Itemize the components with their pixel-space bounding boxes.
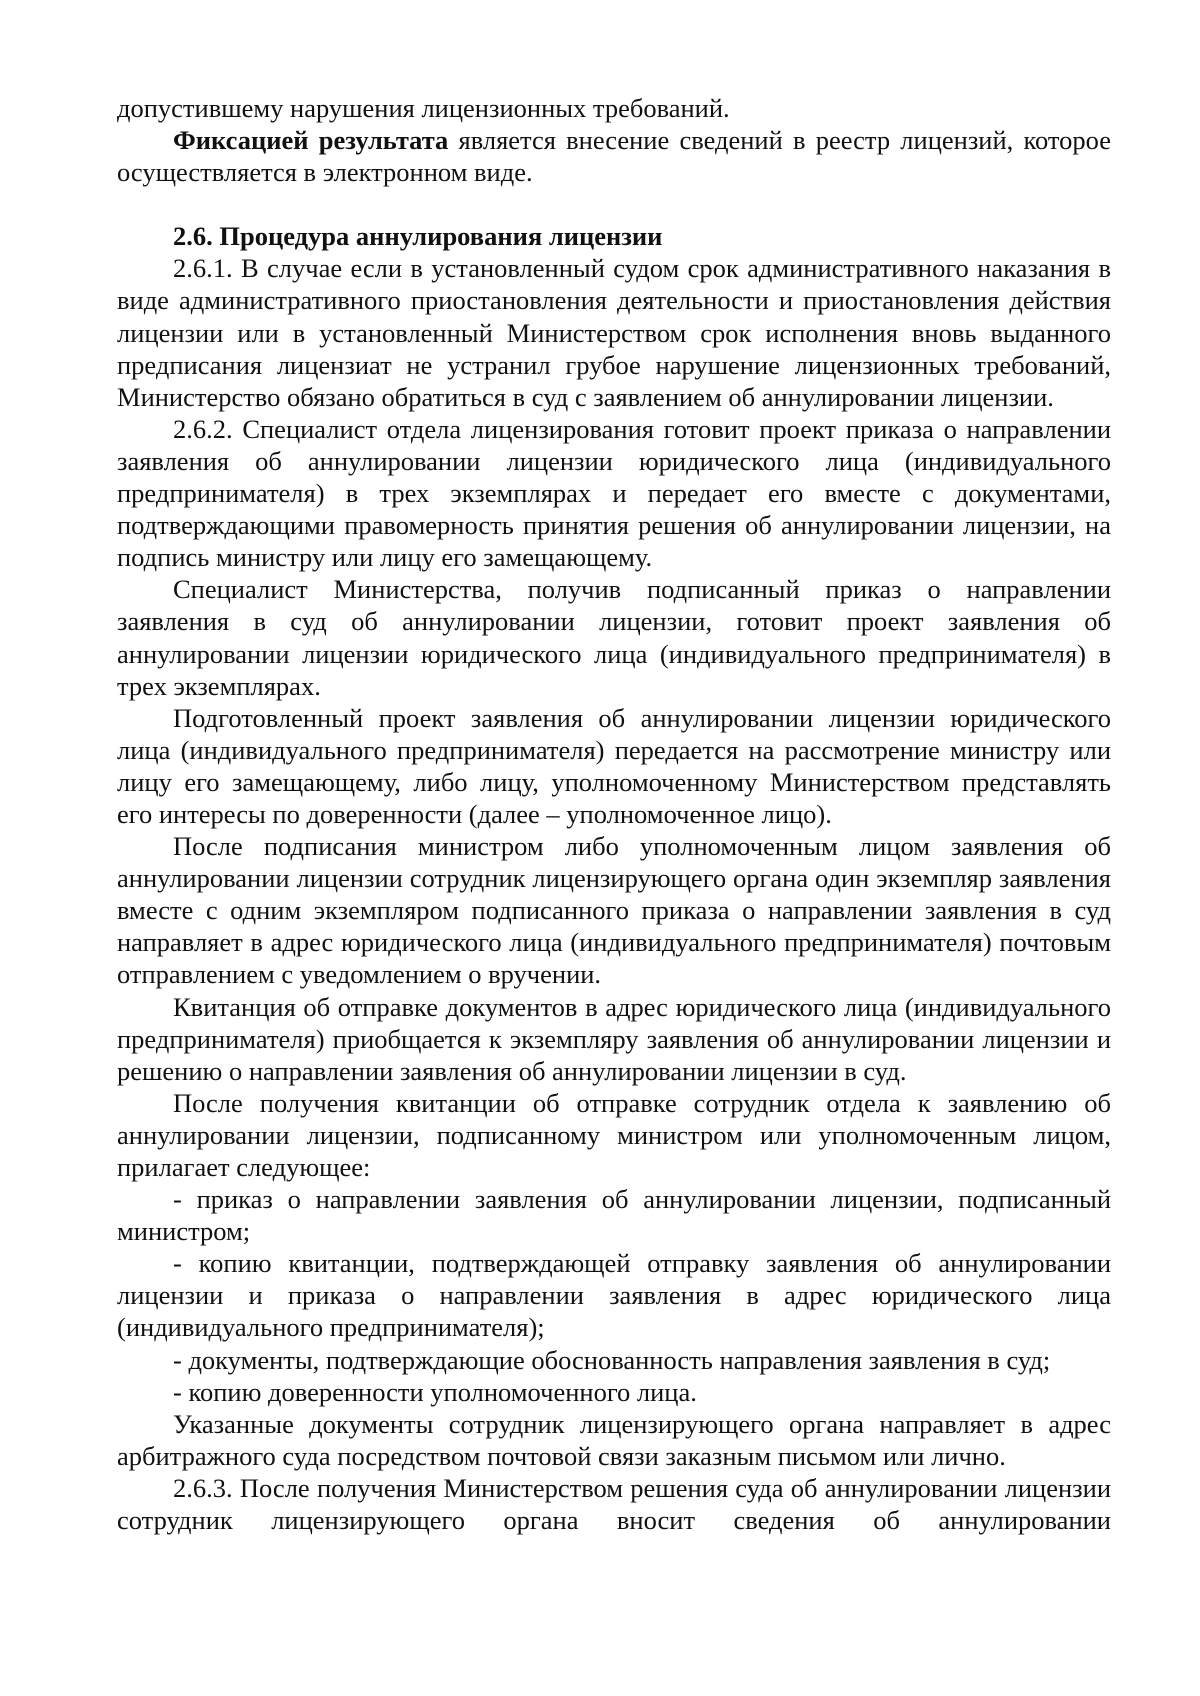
bold-term: Фиксацией результата [173, 125, 449, 156]
list-item: - приказ о направлении заявления об аннулировании лицензии, подписанный министром; [117, 1184, 1111, 1247]
paragraph-after-signing: После подписания министром либо уполномоченным лицом заявления об аннулировании лицензии сотрудник лицензирующего органа один экземпляр заявления вместе с одним экземпляром подписанного приказа о направлении заявления в суд направляет в адрес юридического лица (индивидуального предпринимателя) почтовым отправлением с уведомлением о вручении. [117, 831, 1111, 990]
paragraph-after-receipt: После получения квитанции об отправке сотрудник отдела к заявлению об аннулировании лицензии, подписанному министром или уполномоченным лицом, прилагает следующее: [117, 1087, 1111, 1182]
paragraph-text: является внесение сведений в реестр лицензий, которое осуществляется в электронном виде. [117, 125, 1111, 188]
paragraph-2-6-2: 2.6.2. Специалист отдела лицензирования готовит проект приказа о направлении заявления об аннулировании лицензии юридического лица (индивидуального предпринимателя) в трех экземплярах и передает его вместе с документами, подтверждающими правомерность принятия решения об аннулировании лицензии, на подпись министру или лицу его замещающему. [117, 413, 1111, 573]
document-page [117, 92, 1111, 1536]
paragraph-documents-sent: Указанные документы сотрудник лицензирующего органа направляет в адрес арбитражного суда посредством почтовой связи заказным письмом или лично. [117, 1408, 1111, 1471]
list-item: - копию доверенности уполномоченного лица. [173, 1376, 697, 1407]
paragraph-receipt: Квитанция об отправке документов в адрес юридического лица (индивидуального предпринимателя) приобщается к экземпляру заявления об аннулировании лицензии и решению о направлении заявления об аннулировании лицензии в суд. [117, 991, 1111, 1086]
paragraph-2-6-1: 2.6.1. В случае если в установленный судом срок административного наказания в виде административного приостановления деятельности и приостановления действия лицензии или в установленный Министерством срок исполнения вновь выданного предписания лицензиат не устранил грубое нарушение лицензионных требований, Министерство обязано обратиться в суд с заявлением об аннулировании лицензии. [117, 253, 1111, 412]
section-heading: 2.6. Процедура аннулирования лицензии [173, 221, 663, 252]
paragraph-2-6-3: 2.6.3. После получения Министерством решения суда об аннулировании лицензии сотрудник лицензирующего органа вносит сведения об аннулировании [117, 1472, 1111, 1536]
list-item: - копию квитанции, подтверждающей отправку заявления об аннулировании лицензии и приказа о направлении заявления в адрес юридического лица (индивидуального предпринимателя); [117, 1248, 1111, 1343]
list-item: - документы, подтверждающие обоснованность направления заявления в суд; [173, 1344, 1051, 1375]
paragraph-continuation: допустившему нарушения лицензионных требований. [117, 93, 730, 123]
paragraph-prepared-draft: Подготовленный проект заявления об аннулировании лицензии юридического лица (индивидуального предпринимателя) передается на рассмотрение министру или лицу его замещающему, либо лицу, уполномоченному Министерством представлять его интересы по доверенности (далее – уполномоченное лицо). [117, 702, 1111, 829]
paragraph-specialist: Специалист Министерства, получив подписанный приказ о направлении заявления в суд об аннулировании лицензии, готовит проект заявления об аннулировании лицензии юридического лица (индивидуального предпринимателя) в трех экземплярах. [117, 574, 1111, 701]
blank-line [117, 188, 1111, 220]
paragraph-result-fixation [117, 124, 1111, 188]
